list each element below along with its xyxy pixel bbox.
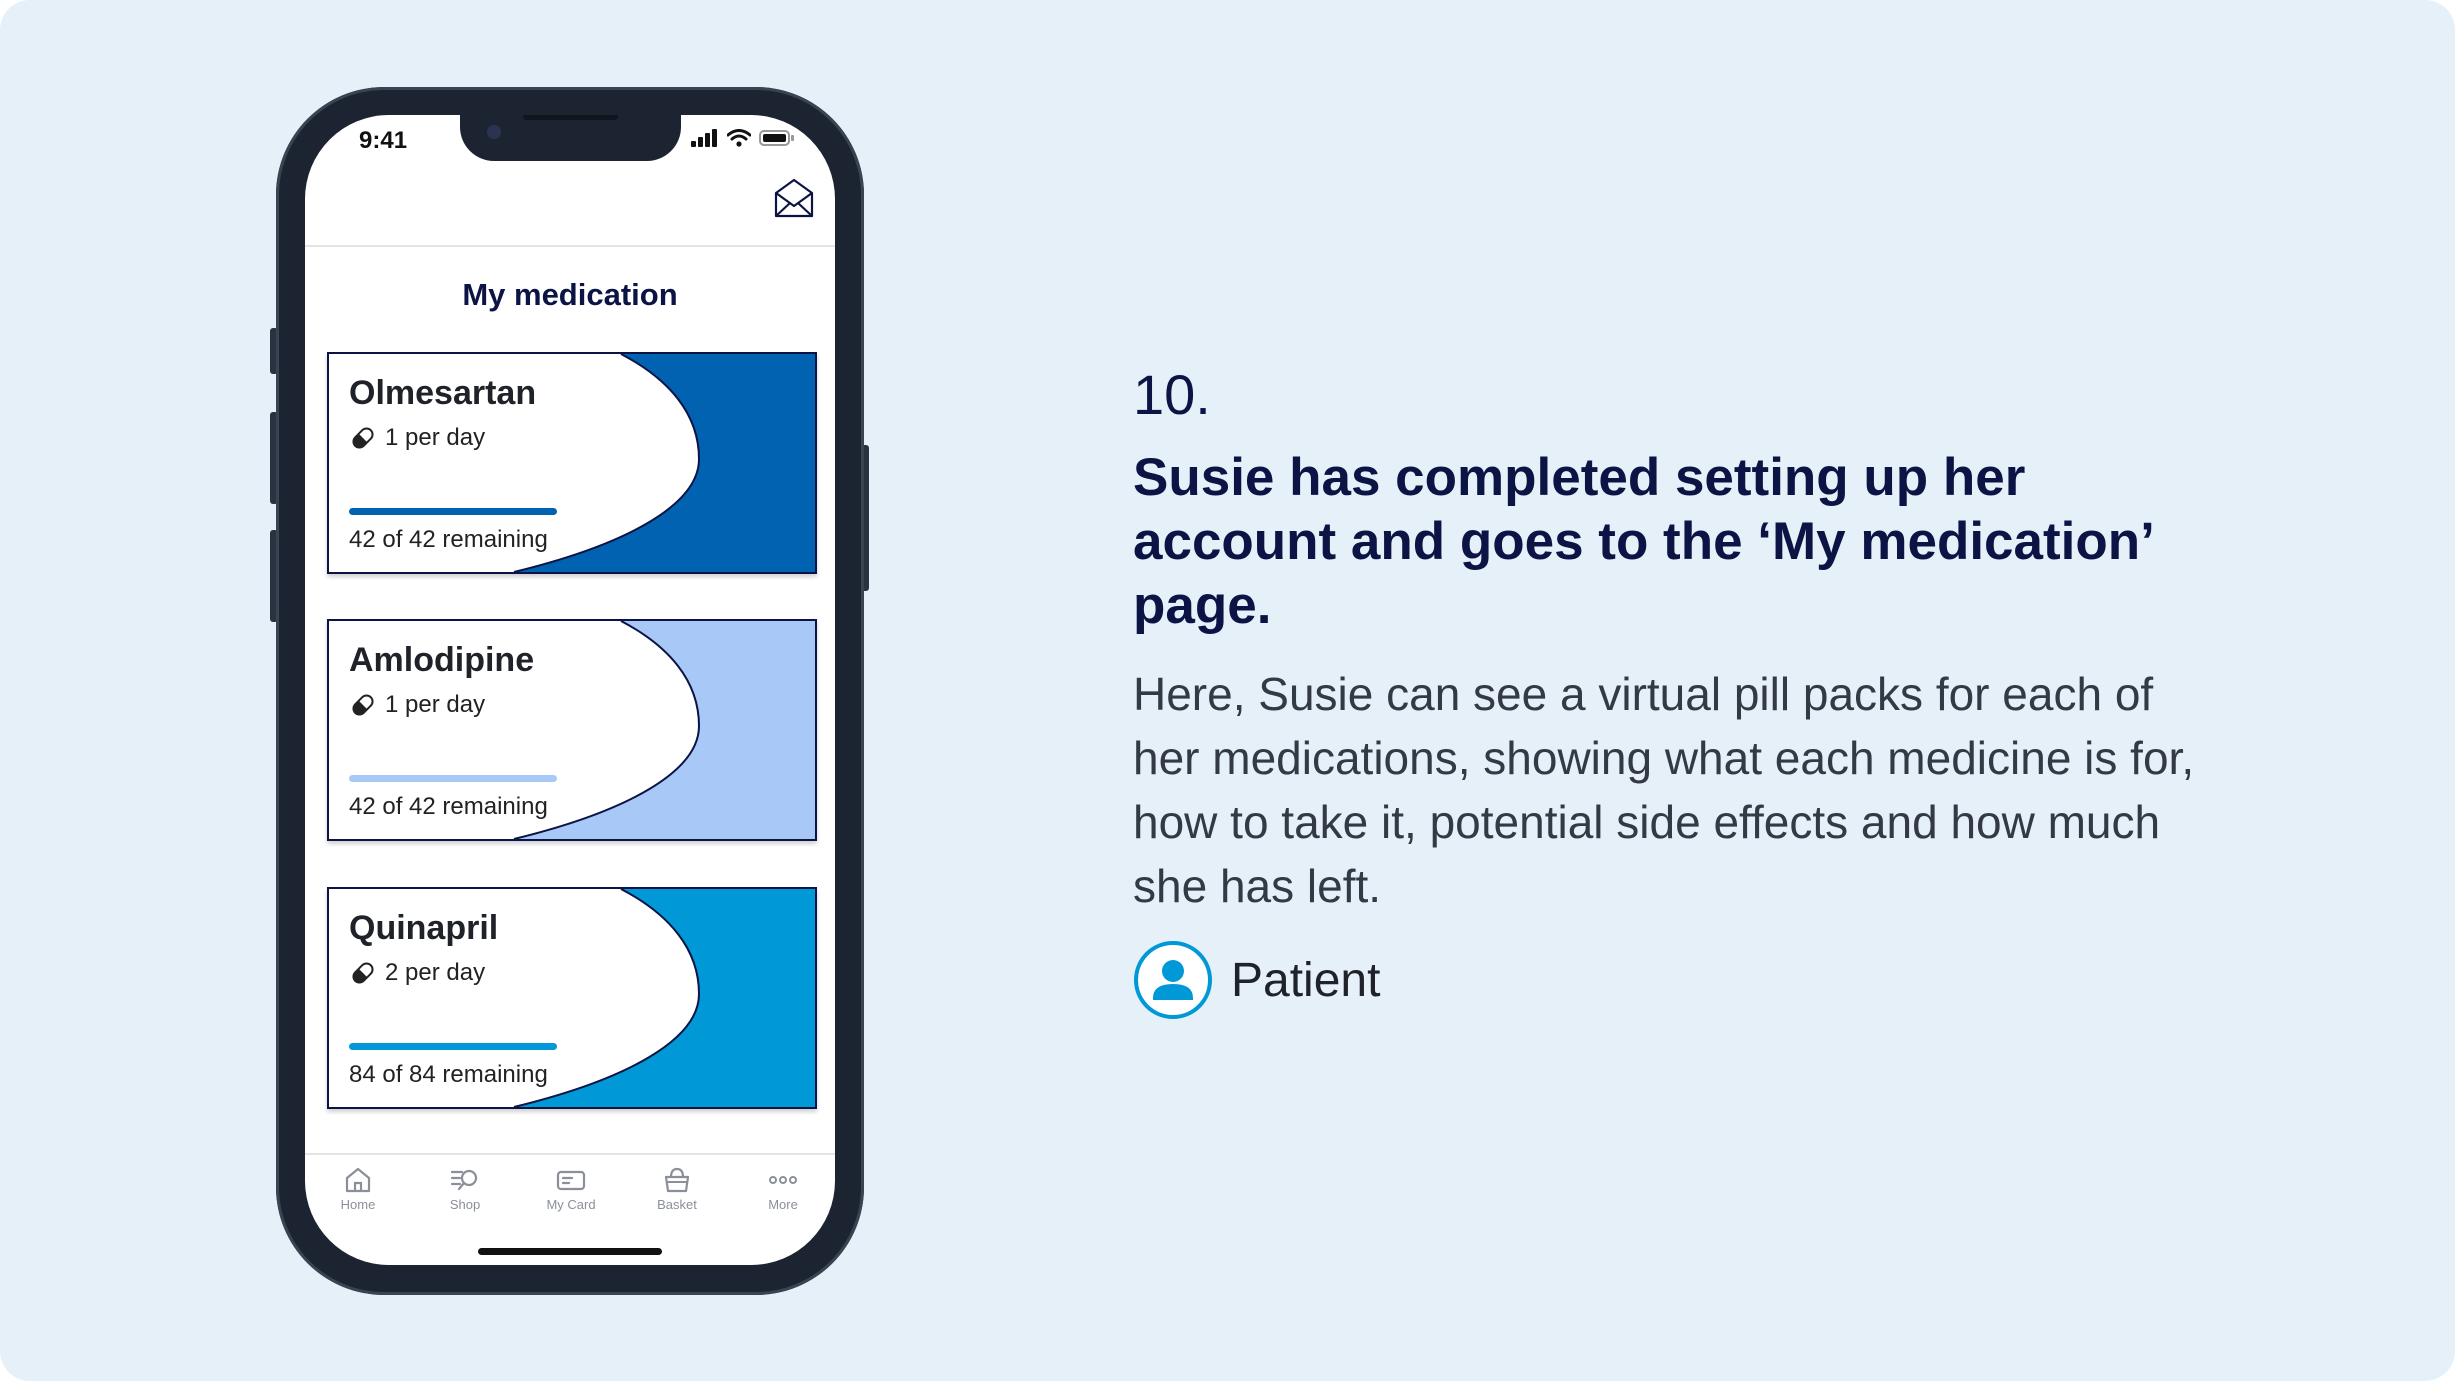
status-time: 9:41 (359, 127, 408, 154)
step-number: 10. (1133, 363, 1211, 426)
page-title: My medication (462, 277, 678, 312)
home-indicator (478, 1248, 662, 1255)
step-description: Here, Susie can see a virtual pill packs for each of her medications, showing what each medicine is for, how to take it, potential side effects and how much she has left. (1133, 668, 2195, 912)
nav-label: Basket (657, 1197, 697, 1212)
more-dots-icon (768, 1167, 798, 1193)
medication-card-olmesartan[interactable] (327, 352, 817, 574)
persona-label: Patient (1231, 953, 1381, 1007)
nav-item-more[interactable] (743, 1167, 823, 1212)
medication-card-quinapril[interactable] (327, 887, 817, 1109)
pill-icon (349, 691, 377, 719)
nav-item-basket[interactable] (637, 1167, 717, 1212)
pill-icon (349, 424, 377, 452)
status-icons (691, 129, 795, 147)
shop-search-icon (450, 1167, 480, 1193)
medication-name: Olmesartan (349, 374, 537, 412)
home-icon (343, 1167, 373, 1193)
nav-label: My Card (546, 1197, 596, 1212)
camera-icon (487, 125, 501, 139)
basket-icon (662, 1167, 692, 1193)
header-divider (305, 245, 835, 247)
battery-icon (759, 129, 795, 147)
persona-tag (1133, 940, 1380, 1020)
nav-item-home[interactable] (318, 1167, 398, 1212)
medication-dose (349, 691, 485, 719)
patient-user-icon (1133, 940, 1213, 1020)
medication-dose-label: 1 per day (385, 691, 486, 718)
remaining-progress-bar (349, 508, 557, 515)
medication-dose-label: 1 per day (385, 424, 486, 451)
speaker-grille (523, 115, 618, 120)
bottom-nav (305, 1155, 835, 1235)
remaining-progress-bar (349, 775, 557, 782)
phone-notch (460, 115, 681, 161)
card-icon (556, 1167, 586, 1193)
medication-remaining: 42 of 42 remaining (349, 526, 548, 553)
pill-icon (349, 959, 377, 987)
medication-card-amlodipine[interactable] (327, 619, 817, 841)
remaining-progress-bar (349, 1043, 557, 1050)
signal-icon (691, 129, 719, 147)
medication-dose (349, 424, 485, 452)
nav-label: More (768, 1197, 798, 1212)
nav-label: Shop (449, 1197, 481, 1212)
medication-name: Quinapril (349, 909, 499, 947)
medication-dose (349, 959, 485, 987)
medication-name: Amlodipine (349, 641, 535, 679)
medication-dose-label: 2 per day (385, 959, 486, 986)
mail-icon[interactable] (773, 177, 815, 219)
step-headline: Susie has completed setting up her account and goes to the ‘My medication’ page. (1133, 448, 2152, 635)
wifi-icon (727, 129, 751, 147)
nav-item-my-card[interactable] (531, 1167, 611, 1212)
nav-item-shop[interactable] (425, 1167, 505, 1212)
medication-remaining: 84 of 84 remaining (349, 1061, 548, 1088)
nav-label: Home (340, 1197, 376, 1212)
phone-screen (305, 115, 835, 1265)
medication-remaining: 42 of 42 remaining (349, 793, 548, 820)
